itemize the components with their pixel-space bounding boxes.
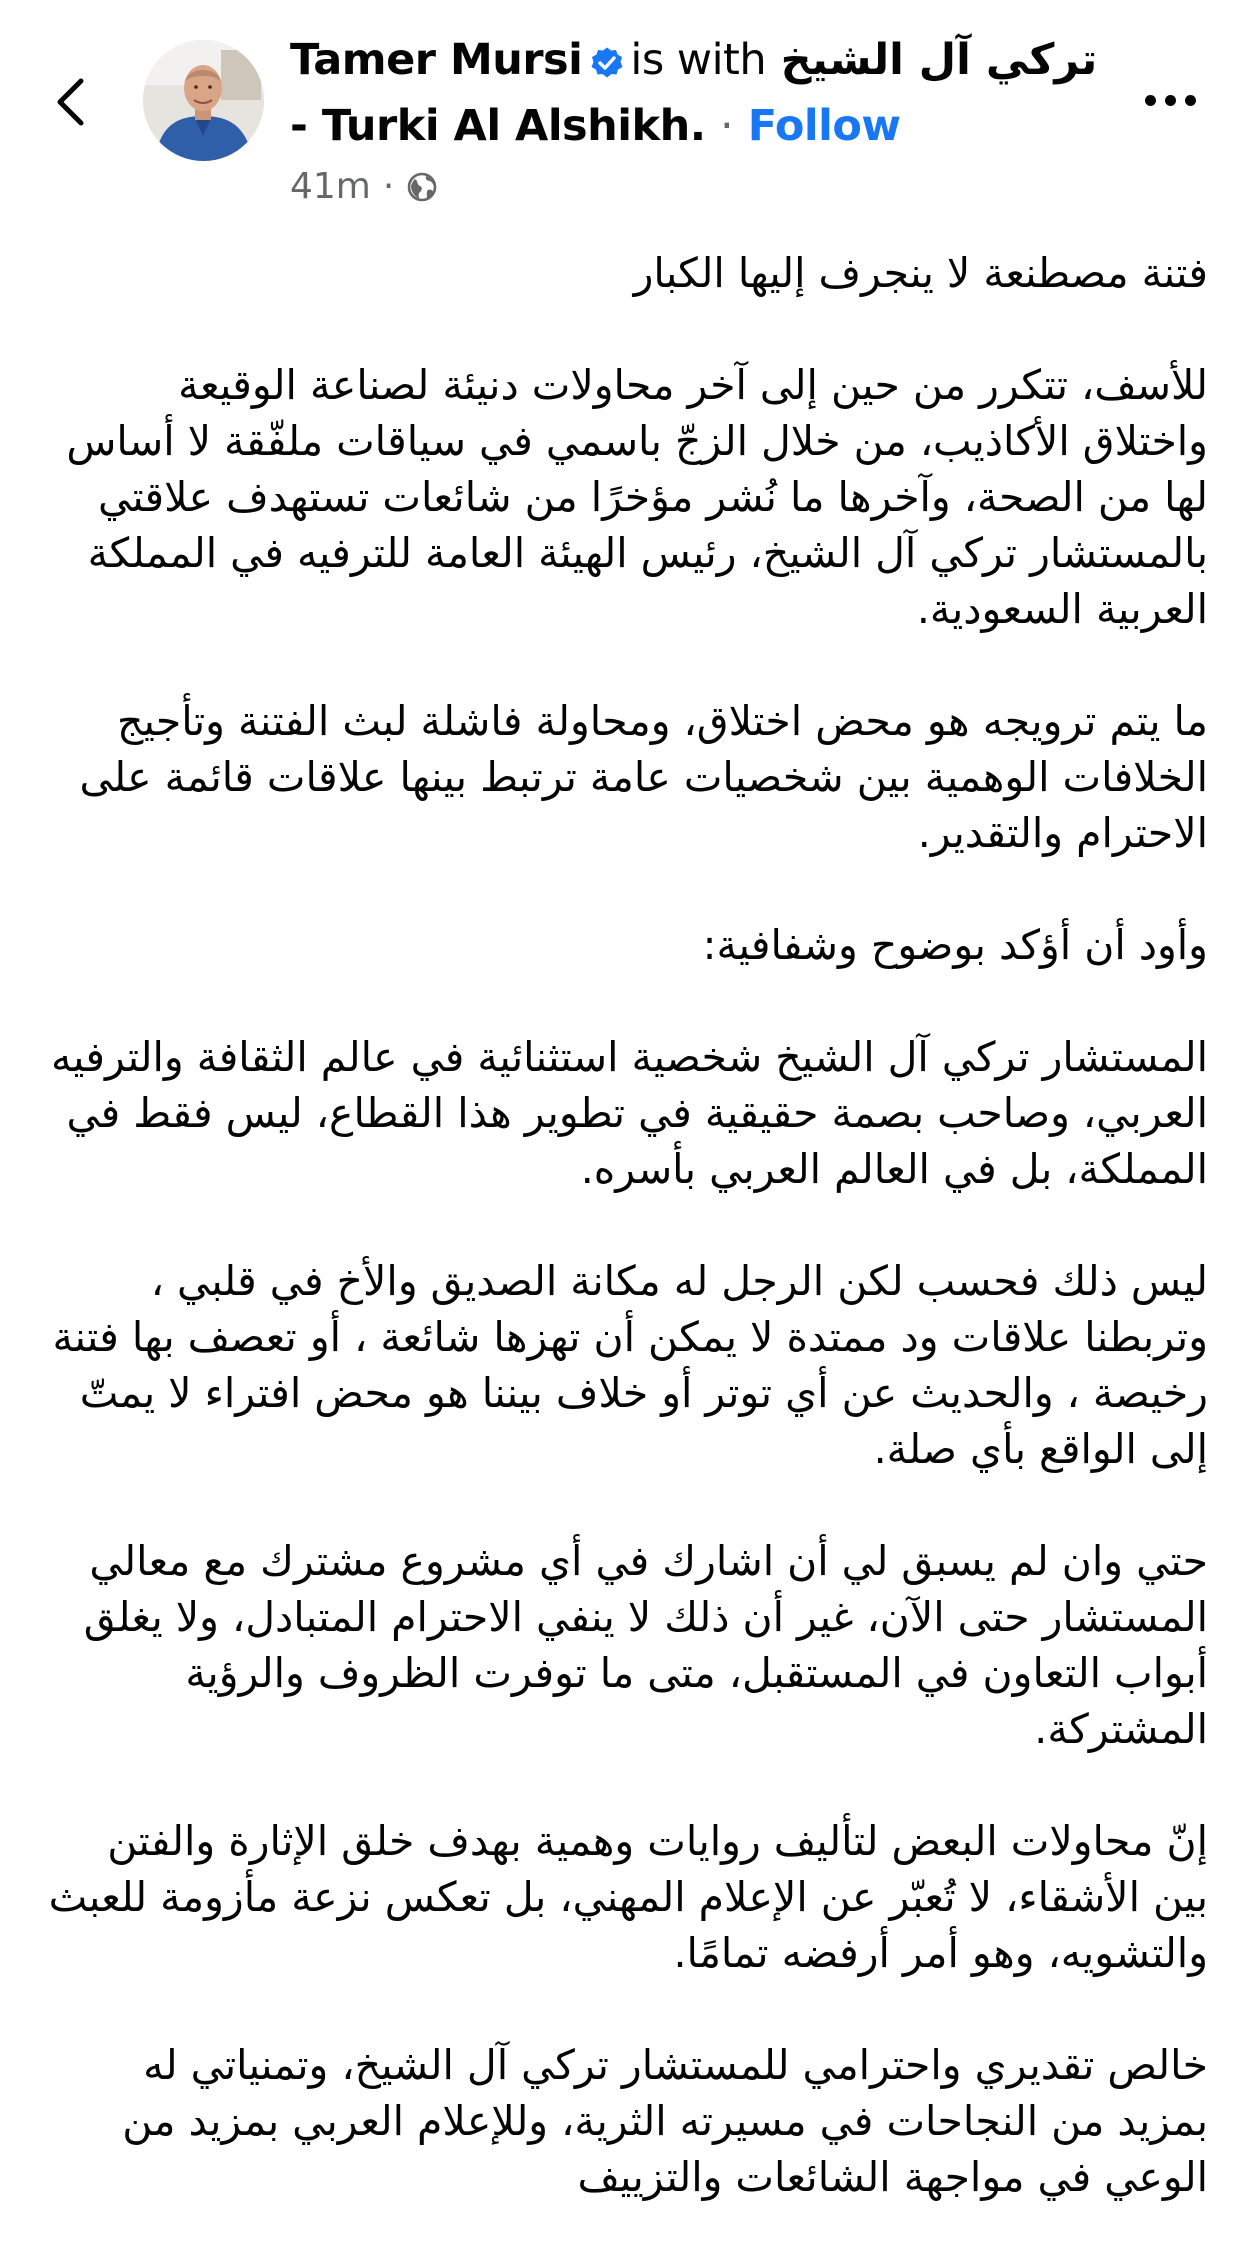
post-paragraph: إنّ محاولات البعض لتأليف روايات وهمية بهدف خلق الإثارة والفتن بين الأشقاء، لا تُعبّر عن الإعلام المهني، بل تعكس نزعة مأزومة للعبث والتشويه، وهو أمر أرفضه تمامًا. bbox=[48, 1817, 1208, 1977]
more-dot-icon bbox=[1185, 95, 1196, 106]
verified-badge-icon bbox=[590, 36, 624, 96]
post-author-block bbox=[290, 30, 1098, 210]
tagged-name-arabic[interactable]: تركي آل الشيخ bbox=[780, 35, 1098, 85]
post-meta bbox=[290, 164, 1090, 210]
author-avatar[interactable] bbox=[143, 40, 264, 161]
tagged-name-latin[interactable]: - Turki Al Alshikh. bbox=[290, 101, 706, 151]
globe-icon[interactable] bbox=[406, 171, 438, 203]
author-name[interactable]: Tamer Mursi bbox=[290, 35, 583, 85]
author-line bbox=[290, 30, 1098, 96]
post-paragraph: للأسف، تتكرر من حين إلى آخر محاولات دنيئة لصناعة الوقيعة واختلاق الأكاذيب، من خلال الزجّ باسمي في سياقات ملفّقة لا أساس لها من الصحة، وآخرها ما نُشر مؤخرًا من شائعات تستهدف علاقتي بالمستشار تركي آل الشيخ، رئيس الهيئة العامة للترفيه في المملكة العربية السعودية. bbox=[66, 361, 1208, 633]
post-paragraph: حتي وان لم يسبق لي أن اشارك في أي مشروع مشترك مع معالي المستشار حتى الآن، غير أن ذلك لا ينفي الاحترام المتبادل، ولا يغلق أبواب التعاون في المستقبل، متى ما توفرت الظروف والرؤية المشتركة. bbox=[83, 1537, 1208, 1753]
post-header bbox=[0, 0, 1242, 220]
follow-button[interactable]: Follow bbox=[747, 101, 901, 151]
title-separator: · bbox=[720, 101, 734, 151]
more-dot-icon bbox=[1165, 95, 1176, 106]
back-button[interactable] bbox=[40, 62, 100, 142]
post-paragraph: ليس ذلك فحسب لكن الرجل له مكانة الصديق والأخ في قلبي ، وتربطنا علاقات ود ممتدة لا يمكن أن تهزها شائعة ، أو تعصف بها فتنة رخيصة ، والحديث عن أي توتر أو خلاف بيننا هو محض افتراء لا يمتّ إلى الواقع بأي صلة. bbox=[52, 1257, 1208, 1473]
avatar-photo bbox=[143, 40, 264, 161]
post-paragraph: وأود أن أؤكد بوضوح وشفافية: bbox=[702, 921, 1208, 969]
post-paragraph-title: فتنة مصطنعة لا ينجرف إليها الكبار bbox=[633, 249, 1208, 297]
post-timestamp[interactable]: 41m bbox=[290, 166, 371, 207]
meta-separator: · bbox=[382, 166, 395, 207]
post-paragraph: المستشار تركي آل الشيخ شخصية استثنائية في عالم الثقافة والترفيه العربي، وصاحب بصمة حقيقية في تطوير هذا القطاع، ليس فقط في المملكة، بل في العالم العربي بأسره. bbox=[51, 1033, 1208, 1193]
more-dot-icon bbox=[1145, 95, 1156, 106]
post-paragraph: ما يتم ترويجه هو محض اختلاق، ومحاولة فاشلة لبث الفتنة وتأجيج الخلافات الوهمية بين شخصيات عامة ترتبط بينها علاقات قائمة على الاحترام والتقدير. bbox=[79, 697, 1208, 857]
with-text: is with bbox=[630, 35, 767, 85]
tagged-line bbox=[290, 96, 1090, 156]
post-body bbox=[40, 245, 1208, 2205]
post-paragraph: خالص تقديري واحترامي للمستشار تركي آل الشيخ، وتمنياتي له بمزيد من النجاحات في مسيرته الثرية، وللإعلام العربي بمزيد من الوعي في مواجهة الشائعات والتزييف bbox=[122, 2041, 1208, 2201]
more-options-button[interactable] bbox=[1130, 80, 1210, 120]
chevron-left-icon bbox=[55, 78, 85, 126]
